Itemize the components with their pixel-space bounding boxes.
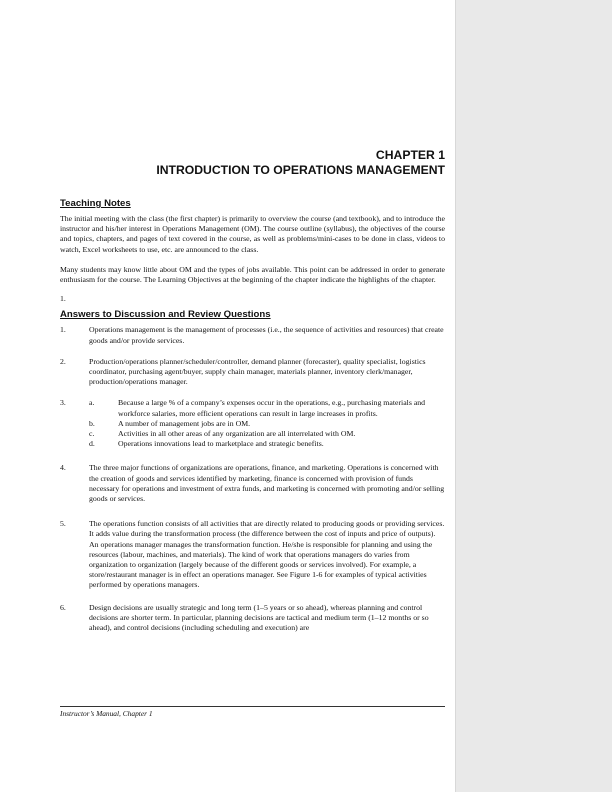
answer-text: Production/operations planner/scheduler/controller, demand planner (forecaster), quality specialist, logistics coordinator, purchasing agent/buyer, supply chain manager, materials planner, inventory clerk/manager, production/operations manager. <box>89 356 426 387</box>
sub-item-letter: a. <box>89 398 95 408</box>
answer-sub-item-a <box>89 398 445 418</box>
footer-rule <box>60 706 445 707</box>
answer-sub-item-d <box>89 439 445 449</box>
chapter-label: CHAPTER 1 <box>375 148 445 162</box>
answer-number: 2. <box>60 356 66 366</box>
answer-item-5 <box>60 519 445 590</box>
teaching-notes-para-2: Many students may know little about OM and the types of jobs available. This point can be addressed in order to generate enthusiasm for the course. The Learning Objectives at the beginning of the chapter indicate the highlights of the chapter. <box>60 264 445 285</box>
answer-text: The operations function consists of all activities that are directly related to producing goods or providing services. It adds value during the transformation process (the difference between the cost of inputs and price of outputs). An operations manager manages the transformation function. He/she is responsible for planning and using the resources (labour, machines, and materials). The kind of work that operations managers do varies from organization to organization (largely because of the different goods or services involved). For example, a store/restaurant manager is in effect an operations manager. See Figure 1-6 for examples of typical activities performed by operations managers. <box>89 519 445 590</box>
sub-item-text: Activities in all other areas of any organization are all interrelated with OM. <box>118 429 356 439</box>
sub-item-text: Operations innovations lead to marketplace and strategic benefits. <box>118 439 324 449</box>
teaching-notes-heading: Teaching Notes <box>60 198 131 209</box>
sub-item-letter: c. <box>89 429 95 439</box>
answer-number: 3. <box>60 398 66 408</box>
answer-item-3 <box>60 398 445 449</box>
answer-number: 4. <box>60 463 66 473</box>
answer-item-2 <box>60 357 445 388</box>
answer-number: 6. <box>60 602 66 612</box>
sub-item-text: A number of management jobs are in OM. <box>118 418 251 428</box>
sub-item-text: Because a large % of a company’s expenses occur in the operations, e.g., purchasing materials and workforce salaries, more efficient operations can result in large increases in profits. <box>118 398 426 418</box>
chapter-title: INTRODUCTION TO OPERATIONS MANAGEMENT <box>156 163 445 177</box>
answer-sub-item-b <box>89 419 445 429</box>
answer-number: 5. <box>60 519 66 529</box>
document-content <box>60 148 445 633</box>
footer-text: Instructor’s Manual, Chapter 1 <box>60 709 153 718</box>
answer-text: Design decisions are usually strategic and long term (1–5 years or so ahead), whereas planning and control decisions are shorter term. In particular, planning decisions are tactical and medium term (1–12 months or so ahead), and control decisions (including scheduling and execution) are <box>89 602 429 633</box>
answer-item-1 <box>60 325 445 345</box>
answer-text: Operations management is the management of processes (i.e., the sequence of activities and resources) that create goods and/or provide services. <box>89 325 444 345</box>
sub-item-letter: d. <box>89 439 95 449</box>
answer-item-6 <box>60 603 445 634</box>
stray-list-number: 1. <box>60 294 66 304</box>
answer-sub-item-c <box>89 429 445 439</box>
sub-item-letter: b. <box>89 418 95 428</box>
answer-text: The three major functions of organizations are operations, finance, and marketing. Operations is concerned with the creation of goods and services identified by marketing, finance is concerned with provision of funds necessary for operations and investment of extra funds, and marketing is concerned with promoting and/or selling goods or services. <box>89 463 445 504</box>
answers-heading: Answers to Discussion and Review Questions <box>60 309 271 321</box>
answer-number: 1. <box>60 325 66 335</box>
answer-item-4 <box>60 463 445 504</box>
teaching-notes-para-1: The initial meeting with the class (the first chapter) is primarily to overview the course (and textbook), and to introduce the instructor and his/her interest in Operations Management (OM). The course outline (syllabus), the objectives of the course and topics, chapters, and pages of text covered in the course, as well as problems/mini-cases to be done in class, videos to watch, Excel worksheets to use, etc. are announced to the class. <box>60 214 445 254</box>
comment-pane <box>455 0 612 792</box>
